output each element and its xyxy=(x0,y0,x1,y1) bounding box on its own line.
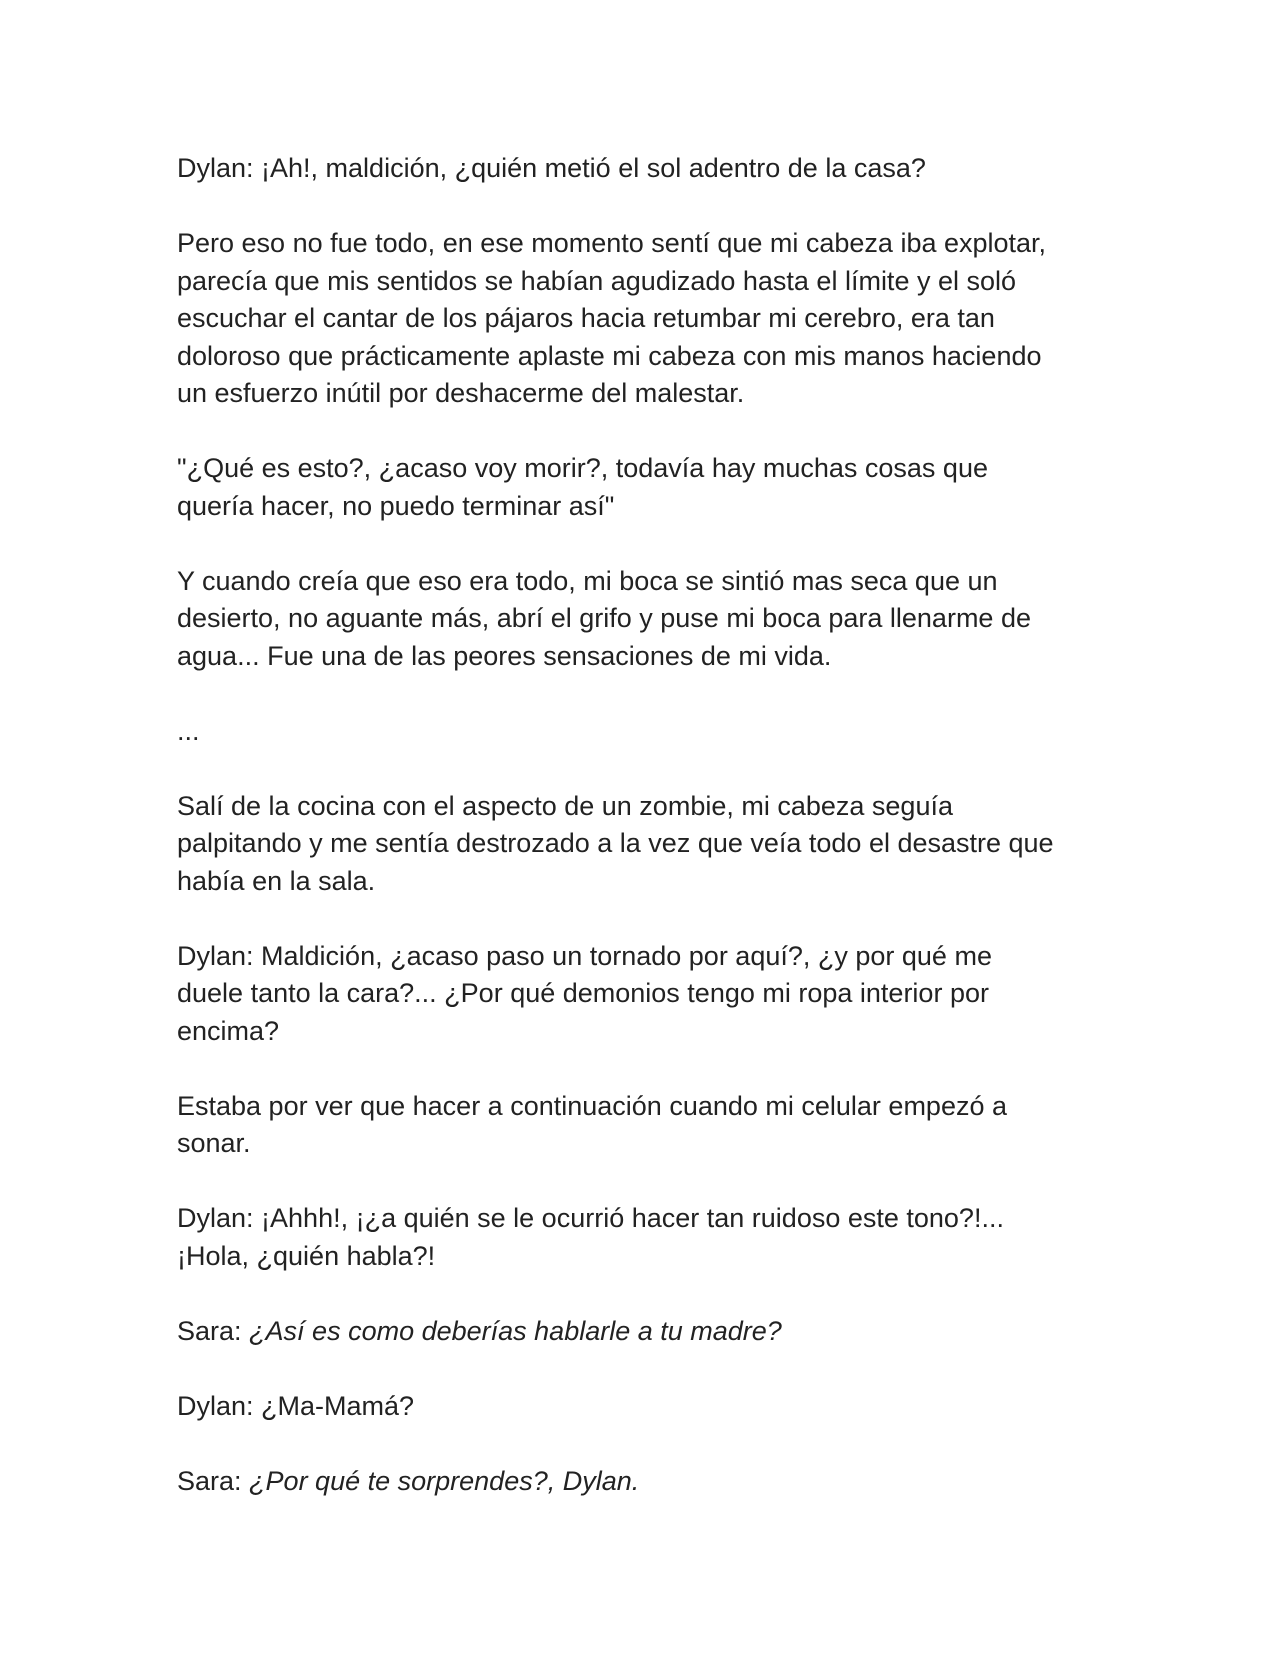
paragraph: Salí de la cocina con el aspecto de un zombie, mi cabeza seguía palpitando y me sentía destrozado a la vez que veía todo el desastre que había en la sala. xyxy=(177,790,1054,896)
speaker-label: Sara: xyxy=(177,1315,250,1346)
paragraph: Dylan: ¡Ahhh!, ¡¿a quién se le ocurrió hacer tan ruidoso este tono?!... ¡Hola, ¿quién habla?! xyxy=(177,1203,1004,1271)
paragraph: Estaba por ver que hacer a continuación cuando mi celular empezó a sonar. xyxy=(177,1090,1007,1158)
dialogue-line-sara xyxy=(177,1313,1112,1351)
document-body xyxy=(177,150,1112,1500)
dialogue-line-dylan: Dylan: ¿Ma-Mamá? xyxy=(177,1390,415,1421)
scene-break: ... xyxy=(177,715,200,746)
dialogue-text: ¿Por qué te sorprendes?, Dylan. xyxy=(249,1465,640,1496)
speaker-label: Sara: xyxy=(177,1465,250,1496)
paragraph: Dylan: Maldición, ¿acaso paso un tornado por aquí?, ¿y por qué me duele tanto la cara?... ¿Por qué demonios tengo mi ropa interior por encima? xyxy=(177,940,992,1046)
paragraph: Pero eso no fue todo, en ese momento sentí que mi cabeza iba explotar, parecía que mis sentidos se habían agudizado hasta el límite y el soló escuchar el cantar de los pájaros hacia retumbar mi cerebro, era tan doloroso que prácticamente aplaste mi cabeza con mis manos haciendo un esfuerzo inútil por deshacerme del malestar. xyxy=(177,228,1047,408)
dialogue-line-sara xyxy=(177,1463,1112,1501)
paragraph: Dylan: ¡Ah!, maldición, ¿quién metió el sol adentro de la casa? xyxy=(177,153,926,183)
paragraph: Y cuando creía que eso era todo, mi boca se sintió mas seca que un desierto, no aguante más, abrí el grifo y puse mi boca para llenarme de agua... Fue una de las peores sensaciones de mi vida. xyxy=(177,565,1031,671)
dialogue-text: ¿Así es como deberías hablarle a tu madre? xyxy=(249,1315,782,1346)
paragraph: "¿Qué es esto?, ¿acaso voy morir?, todavía hay muchas cosas que quería hacer, no puedo terminar así" xyxy=(177,453,988,521)
